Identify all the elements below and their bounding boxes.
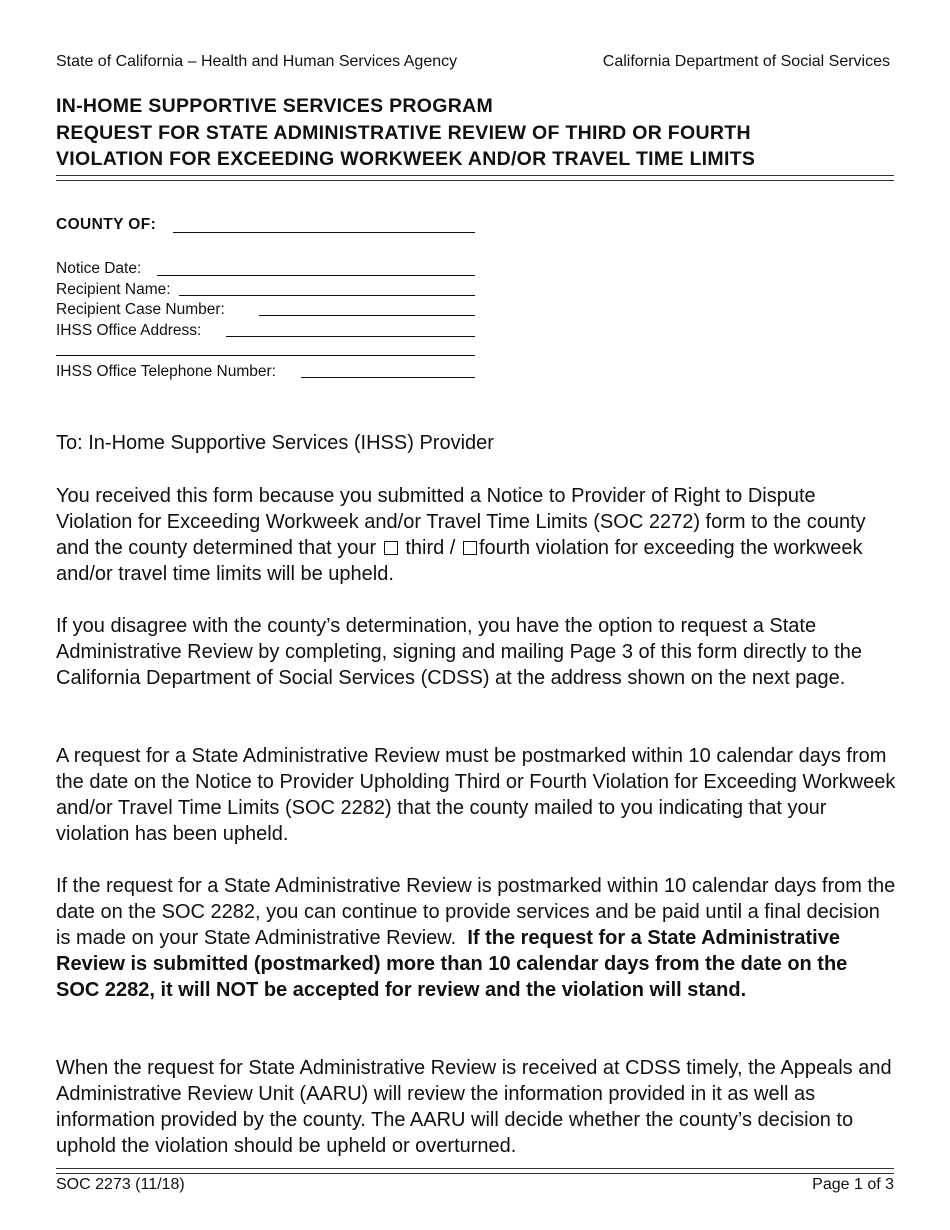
office-address-field-line-2[interactable] (56, 355, 475, 356)
paragraph-4 (56, 873, 896, 1003)
county-field[interactable] (173, 232, 475, 233)
title-divider (56, 175, 894, 181)
office-address-label: IHSS Office Address: (56, 322, 202, 339)
title-line-2: REQUEST FOR STATE ADMINISTRATIVE REVIEW OF THIRD OR FOURTH (56, 121, 751, 144)
notice-date-label: Notice Date: (56, 260, 142, 277)
title-line-3: VIOLATION FOR EXCEEDING WORKWEEK AND/OR TRAVEL TIME LIMITS (56, 148, 756, 170)
office-address-field[interactable] (226, 336, 475, 337)
page-number: Page 1 of 3 (812, 1176, 894, 1193)
form-title (56, 93, 894, 173)
paragraph-2: If you disagree with the county’s determination, you have the option to request a State Administrative Review by completing, signing and mailing Page 3 of this form directly to the California Department of Social Services (CDSS) at the address shown on the next page. (56, 615, 862, 689)
office-phone-field[interactable] (301, 377, 475, 378)
office-phone-label: IHSS Office Telephone Number: (56, 363, 276, 380)
case-number-label: Recipient Case Number: (56, 301, 225, 318)
p4-bold-warning: If the request for a State Administrative Review is submitted (postmarked) more than 10 calendar days from the date on the SOC 2282, it will NOT be accepted for review and the violation will stand. (56, 927, 848, 1001)
county-label: COUNTY OF: (56, 216, 157, 233)
to-line: To: In-Home Supportive Services (IHSS) Provider (56, 432, 494, 454)
p4-regular-text: If the request for a State Administrative Review is postmarked within 10 calendar days from the date on the SOC 2282, you can continue to provide services and be paid until a final decision is made on your State Administrative Review. (56, 875, 896, 949)
agency-header: State of California – Health and Human Services Agency (56, 53, 458, 70)
notice-date-field[interactable] (157, 275, 475, 276)
department-header: California Department of Social Services (602, 53, 890, 70)
third-violation-checkbox[interactable] (384, 541, 398, 555)
recipient-name-label: Recipient Name: (56, 281, 171, 298)
paragraph-3: A request for a State Administrative Review must be postmarked within 10 calendar days from the date on the Notice to Provider Upholding Third or Fourth Violation for Exceeding Workweek and/or Travel Time Limits (SOC 2282) that the county mailed to you indicating that your violation has been upheld. (56, 745, 896, 845)
paragraph-5: When the request for State Administrative Review is received at CDSS timely, the Appeals and Administrative Review Unit (AARU) will review the information provided in it as well as information provided by the county. The AARU will decide whether the county’s decision to uphold the violation should be upheld or overturned. (56, 1057, 892, 1157)
recipient-name-field[interactable] (179, 295, 475, 296)
case-number-field[interactable] (259, 315, 475, 316)
footer-divider (56, 1168, 894, 1174)
paragraph-1 (56, 483, 896, 587)
title-line-1: IN-HOME SUPPORTIVE SERVICES PROGRAM (56, 95, 494, 117)
third-label: third / (405, 537, 456, 559)
p1-text: You received this form because you submitted a Notice to Provider of Right to Dispute Violation for Exceeding Workweek and/or Travel Time Limits (SOC 2272) form to the county and the county determined that your (56, 485, 866, 559)
fourth-label: fourth violation for exceeding the workweek and/or travel time limits will be upheld. (56, 537, 863, 585)
fourth-violation-checkbox[interactable] (463, 541, 477, 555)
form-number: SOC 2273 (11/18) (56, 1176, 185, 1193)
